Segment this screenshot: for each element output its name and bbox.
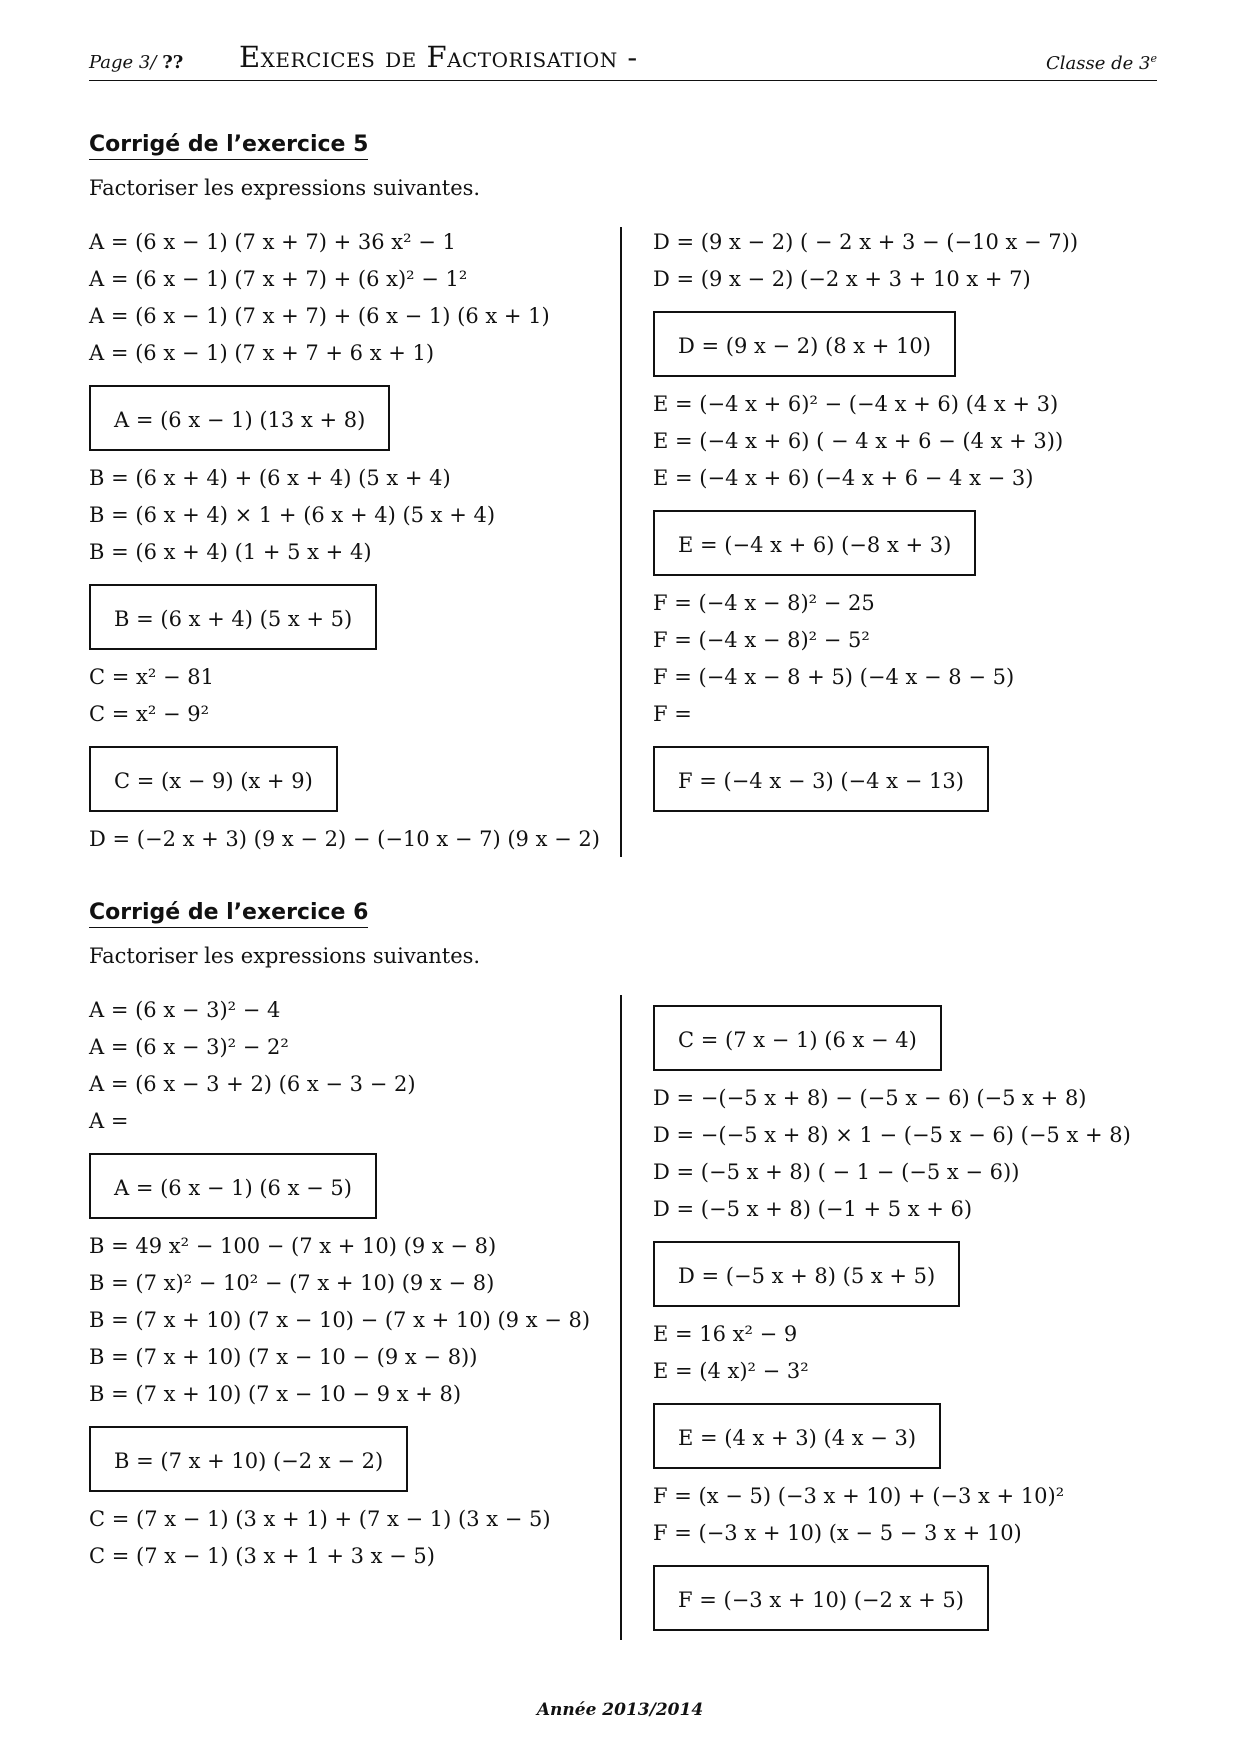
exercise-6-column-divider [620,995,622,1640]
equation-line: B = (7 x + 10) (7 x − 10) − (7 x + 10) (9 x − 8) [89,1308,591,1332]
equation-line: C = (7 x − 1) (3 x + 1) + (7 x − 1) (3 x − 5) [89,1507,551,1531]
boxed-result: D = (−5 x + 8) (5 x + 5) [653,1241,960,1307]
equation-line: D = (9 x − 2) ( − 2 x + 3 − (−10 x − 7)) [653,230,1079,254]
page-total: ?? [162,52,184,73]
page-number [89,52,183,73]
equation-line: A = (6 x − 3)² − 2² [89,1035,289,1059]
document-title: Exercices de Factorisation - [239,40,638,74]
exercise-5-column-divider [620,227,622,857]
equation-line: E = (−4 x + 6) (−4 x + 6 − 4 x − 3) [653,466,1034,490]
boxed-result: D = (9 x − 2) (8 x + 10) [653,311,956,377]
boxed-result: C = (7 x − 1) (6 x − 4) [653,1005,942,1071]
equation-line: B = 49 x² − 100 − (7 x + 10) (9 x − 8) [89,1234,497,1258]
equation-line: B = (7 x + 10) (7 x − 10 − 9 x + 8) [89,1382,462,1406]
equation-line: A = (6 x − 3)² − 4 [89,998,281,1022]
boxed-result: A = (6 x − 1) (6 x − 5) [89,1153,377,1219]
page-footer: Année 2013/2014 [536,1700,704,1720]
exercise-5-intro: Factoriser les expressions suivantes. [89,176,481,200]
class-label [1046,52,1157,74]
equation-line: A = (6 x − 1) (7 x + 7 + 6 x + 1) [89,341,435,365]
equation-line: E = (−4 x + 6)² − (−4 x + 6) (4 x + 3) [653,392,1059,416]
class-superscript: e [1150,52,1157,65]
equation-line: F = (−4 x − 8)² − 25 [653,591,875,615]
boxed-result: E = (−4 x + 6) (−8 x + 3) [653,510,976,576]
equation-line: F = [653,702,692,726]
equation-line: A = (6 x − 1) (7 x + 7) + (6 x − 1) (6 x + 1) [89,304,550,328]
page-label: Page 3/ [89,52,157,73]
equation-line: F = (−4 x − 8 + 5) (−4 x − 8 − 5) [653,665,1015,689]
equation-line: C = (7 x − 1) (3 x + 1 + 3 x − 5) [89,1544,435,1568]
equation-line: A = [89,1109,129,1133]
boxed-result: F = (−4 x − 3) (−4 x − 13) [653,746,989,812]
equation-line: F = (−4 x − 8)² − 5² [653,628,870,652]
equation-line: D = −(−5 x + 8) × 1 − (−5 x − 6) (−5 x + 8) [653,1123,1131,1147]
equation-line: B = (6 x + 4) (1 + 5 x + 4) [89,540,372,564]
class-text: Classe de 3 [1046,53,1151,74]
equation-line: B = (6 x + 4) × 1 + (6 x + 4) (5 x + 4) [89,503,496,527]
boxed-result: B = (6 x + 4) (5 x + 5) [89,584,377,650]
exercise-5-title: Corrigé de l’exercice 5 [89,132,368,160]
page-header [89,40,1157,81]
equation-line: D = −(−5 x + 8) − (−5 x − 6) (−5 x + 8) [653,1086,1087,1110]
exercise-6-intro: Factoriser les expressions suivantes. [89,944,481,968]
equation-line: B = (7 x)² − 10² − (7 x + 10) (9 x − 8) [89,1271,495,1295]
boxed-result: E = (4 x + 3) (4 x − 3) [653,1403,941,1469]
equation-line: B = (6 x + 4) + (6 x + 4) (5 x + 4) [89,466,451,490]
equation-line: F = (−3 x + 10) (x − 5 − 3 x + 10) [653,1521,1022,1545]
equation-line: A = (6 x − 3 + 2) (6 x − 3 − 2) [89,1072,416,1096]
boxed-result: A = (6 x − 1) (13 x + 8) [89,385,390,451]
boxed-result: F = (−3 x + 10) (−2 x + 5) [653,1565,989,1631]
equation-line: D = (−2 x + 3) (9 x − 2) − (−10 x − 7) (9 x − 2) [89,827,600,851]
equation-line: C = x² − 81 [89,665,214,689]
equation-line: D = (−5 x + 8) ( − 1 − (−5 x − 6)) [653,1160,1020,1184]
equation-line: E = (4 x)² − 3² [653,1359,809,1383]
equation-line: D = (9 x − 2) (−2 x + 3 + 10 x + 7) [653,267,1031,291]
equation-line: F = (x − 5) (−3 x + 10) + (−3 x + 10)² [653,1484,1065,1508]
equation-line: A = (6 x − 1) (7 x + 7) + 36 x² − 1 [89,230,456,254]
boxed-result: B = (7 x + 10) (−2 x − 2) [89,1426,408,1492]
boxed-result: C = (x − 9) (x + 9) [89,746,338,812]
equation-line: E = (−4 x + 6) ( − 4 x + 6 − (4 x + 3)) [653,429,1064,453]
equation-line: E = 16 x² − 9 [653,1322,798,1346]
equation-line: B = (7 x + 10) (7 x − 10 − (9 x − 8)) [89,1345,478,1369]
exercise-6-title: Corrigé de l’exercice 6 [89,900,368,928]
equation-line: C = x² − 9² [89,702,210,726]
equation-line: D = (−5 x + 8) (−1 + 5 x + 6) [653,1197,973,1221]
equation-line: A = (6 x − 1) (7 x + 7) + (6 x)² − 1² [89,267,468,291]
